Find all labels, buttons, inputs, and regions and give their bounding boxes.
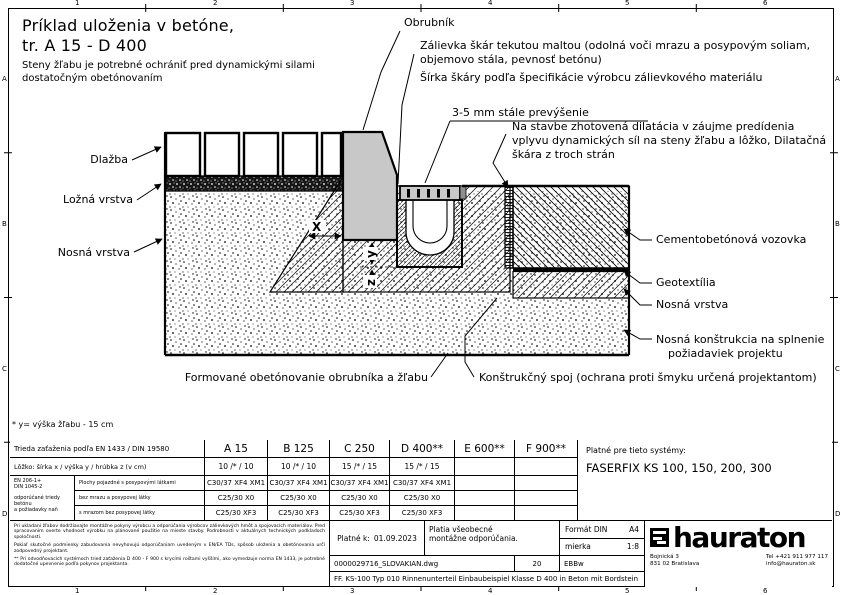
concrete-cell: C30/37 XF4 XM1 — [330, 476, 390, 491]
bed-b125: 10 /* / 10 — [268, 458, 330, 476]
concrete-cell: C30/37 XF4 XM1 — [205, 476, 268, 491]
logo-block — [645, 521, 832, 587]
concrete-cell: C25/30 X0 — [205, 491, 268, 506]
ruler-row: C — [2, 365, 7, 373]
concrete-cell — [515, 491, 578, 506]
paving-blocks — [166, 133, 341, 176]
ruler-col: 1 — [75, 587, 80, 595]
concrete-row-label: bez mrazu a posypovej látky — [75, 491, 205, 506]
callout-dilatation-1: Na stavbe zhotovená dilatácia v záujme predídenia — [512, 120, 795, 133]
callout-grout-1: Zálievka škár tekutou maltou (odolná voči mrazu a posypovým soliam, — [420, 39, 811, 52]
concrete-standard-4: a požiadavky naň — [14, 507, 58, 513]
concrete-cell — [455, 491, 515, 506]
callout-base-right: Nosná vrstva — [656, 298, 729, 311]
ruler-col: 2 — [213, 0, 218, 7]
scale-value: 1:8 — [626, 542, 639, 552]
callout-overhang: 3-5 mm stále prevýšenie — [452, 106, 589, 119]
concrete-standard-3: odporúčané triedy betónu — [14, 495, 60, 507]
ruler-row: B — [2, 220, 7, 228]
bedding-layer — [166, 176, 343, 191]
disclaimer-p3: ** Pri odvodňovacích systémoch tried zaťaženia D 400 - F 900 s krycími roštami vyššími, ako vymedzuje norma EN 1433, je potrebné dodatočné upevnenie podľa pokynov projektanta. — [14, 557, 325, 568]
page-number-cell: 20 — [515, 556, 560, 572]
ruler-row: D — [835, 510, 841, 518]
systems-value: FASERFIX KS 100, 150, 200, 300 — [586, 461, 772, 475]
concrete-cell — [455, 506, 515, 521]
company-address — [650, 554, 699, 568]
format-value: A4 — [629, 524, 639, 534]
ruler-col: 4 — [488, 0, 493, 7]
ruler-col: 3 — [350, 0, 355, 7]
class-c250: C 250 — [330, 440, 390, 458]
callout-construction-joint: Konštrukčný spoj (ochrana proti šmyku určená projektantom) — [479, 371, 817, 384]
curb-stone — [343, 132, 397, 240]
ruler-row: A — [835, 75, 840, 83]
hauraton-wordmark: hauraton — [673, 521, 806, 554]
callout-substructure-2: požiadaviek projektu — [668, 347, 783, 360]
concrete-roadway — [513, 186, 629, 268]
callout-bedding: Ložná vrstva — [63, 193, 133, 206]
general-note-1: Platia všeobecné — [429, 525, 493, 534]
callout-encasement: Formované obetónovanie obrubníka a žľabu — [184, 371, 428, 384]
concrete-cell: C30/37 XF4 XM1 — [390, 476, 455, 491]
concrete-cell: C25/30 X0 — [268, 491, 330, 506]
address-line1: Bojnická 3 — [650, 554, 679, 560]
systems-label: Platné pre tieto systémy: — [586, 446, 686, 455]
scale-cell — [560, 539, 645, 557]
ruler-col: 5 — [625, 0, 630, 7]
general-note-cell — [425, 521, 560, 556]
ruler-col: 3 — [350, 587, 355, 595]
ruler-row: C — [835, 365, 840, 373]
callout-dilatation-2: vplyvu dynamických síl na steny žľabu a lôžko, Dilatačná — [512, 134, 827, 147]
systems-box — [578, 440, 832, 521]
concrete-standard-1: EN 206-1+ — [14, 478, 42, 484]
concrete-cell: C25/30 XF3 — [205, 506, 268, 521]
load-class-row-label: Trieda zaťaženia podľa EN 1433 / DIN 19580 — [10, 440, 205, 458]
callout-curb: Obrubník — [404, 16, 455, 29]
valid-date-cell — [330, 521, 425, 556]
base-course-right — [513, 272, 629, 299]
concrete-cell: C25/30 XF3 — [390, 506, 455, 521]
concrete-cell — [515, 476, 578, 491]
class-e600: E 600** — [455, 440, 515, 458]
concrete-row-label: Plochy pojazdné s posypovými látkami — [75, 476, 205, 491]
general-note-2: montážne odporúčania. — [429, 534, 518, 543]
concrete-cell: C25/30 XF3 — [330, 506, 390, 521]
bed-c250: 15 /* / 15 — [330, 458, 390, 476]
hauraton-logo-icon — [650, 528, 669, 547]
ruler-row: D — [2, 510, 8, 518]
file-name-cell: 0000029716_SLOVAKIAN.dwg — [330, 556, 515, 572]
footnote-y: * y= výška žľabu - 15 cm — [12, 420, 114, 429]
concrete-cell: C25/30 XF3 — [268, 506, 330, 521]
format-cell — [560, 521, 645, 539]
bed-e600 — [455, 458, 515, 476]
callout-geotextile: Geotextília — [656, 276, 716, 289]
ruler-row: A — [2, 75, 7, 83]
page-title-line2: tr. A 15 - D 400 — [22, 36, 148, 55]
ruler-row: B — [835, 220, 840, 228]
concrete-cell: C25/30 X0 — [390, 491, 455, 506]
ruler-col: 6 — [763, 0, 768, 7]
callout-base-left: Nosná vrstva — [57, 246, 130, 259]
page-title-line1: Príklad uloženia v betóne, — [22, 16, 235, 35]
concrete-cell — [455, 476, 515, 491]
disclaimer-p1: Pri ukladaní žľabov dodržiavajte montážne pokyny výrobcu a odporúčania výrobcov zálievkových hmôt a spojovacích materiálov. Pred spracovaním overte vhodnosť výrobku na plánované použitie na mieste stavby. Podrobnosti v aktuálnych technických podkladoch spoločnosti. — [14, 524, 325, 540]
concrete-cell — [515, 506, 578, 521]
disclaimer — [10, 521, 330, 587]
class-b125: B 125 — [268, 440, 330, 458]
concrete-cell: C25/30 X0 — [330, 491, 390, 506]
dim-x-label: X — [312, 220, 322, 234]
phone: Tel +421 911 977 117 — [766, 554, 828, 560]
concrete-row-label: s mrazom bez posypovej látky — [75, 506, 205, 521]
dim-z-label: z — [364, 279, 378, 286]
joint-grout — [460, 186, 466, 199]
callout-grout-2: objemovo stála, pevnosť betónu) — [420, 53, 602, 66]
bed-row-label: Lôžko: šírka x / výška y / hrúbka z (v cm) — [10, 458, 205, 476]
dim-y-label: y — [364, 250, 378, 258]
email: info@hauraton.sk — [766, 561, 816, 567]
callout-dilatation-3: škára z troch strán — [512, 148, 615, 161]
bed-d400: 15 /* / 15 — [390, 458, 455, 476]
format-label: Formát DIN — [565, 524, 608, 534]
valid-date: 01.09.2023 — [373, 533, 417, 543]
concrete-standard-2: DIN 1045-2 — [14, 484, 43, 490]
concrete-cell: C30/37 XF4 XM1 — [268, 476, 330, 491]
class-a15: A 15 — [205, 440, 268, 458]
class-f900: F 900** — [515, 440, 578, 458]
valid-label: Platné k: — [337, 533, 370, 543]
callout-substructure-1: Nosná konštrukcia na splnenie — [656, 333, 825, 346]
ruler-col: 1 — [75, 0, 80, 7]
expansion-joint — [505, 186, 513, 268]
scale-label: mierka — [565, 542, 591, 552]
page-subtitle-line1: Steny žľabu je potrebné ochrániť pred dynamickými silami — [22, 60, 315, 71]
drawing-title-cell: FF. KS-100 Typ 010 Rinnenunterteil Einbaubeispiel Klasse D 400 in Beton mit Bordstein — [330, 572, 645, 587]
ruler-col: 2 — [213, 587, 218, 595]
page-subtitle-line2: dostatočným obetónovaním — [22, 73, 163, 84]
ruler-col: 5 — [625, 587, 630, 595]
bed-f900 — [515, 458, 578, 476]
address-line2: 831 02 Bratislava — [650, 561, 700, 567]
code-cell: EBBw — [560, 556, 645, 572]
ruler-col: 4 — [488, 587, 493, 595]
concrete-standard-cell — [10, 476, 75, 521]
class-d400: D 400** — [390, 440, 455, 458]
callout-paving: Dlažba — [90, 153, 128, 166]
company-contact — [766, 554, 828, 568]
callout-roadway: Cementobetónová vozovka — [656, 233, 807, 246]
disclaimer-p2: Pokiaľ skutočné podmienky zabudovania nevyhovujú odporúčaniam uvedeným v EN/EA TDs, spôsob uloženia a obetónovania určí zodpovedný projektant. — [14, 543, 325, 554]
bed-a15: 10 /* / 10 — [205, 458, 268, 476]
callout-joint-width: Šírka škáry podľa špecifikácie výrobcu zálievkového materiálu — [420, 71, 763, 84]
ruler-col: 6 — [763, 587, 768, 595]
